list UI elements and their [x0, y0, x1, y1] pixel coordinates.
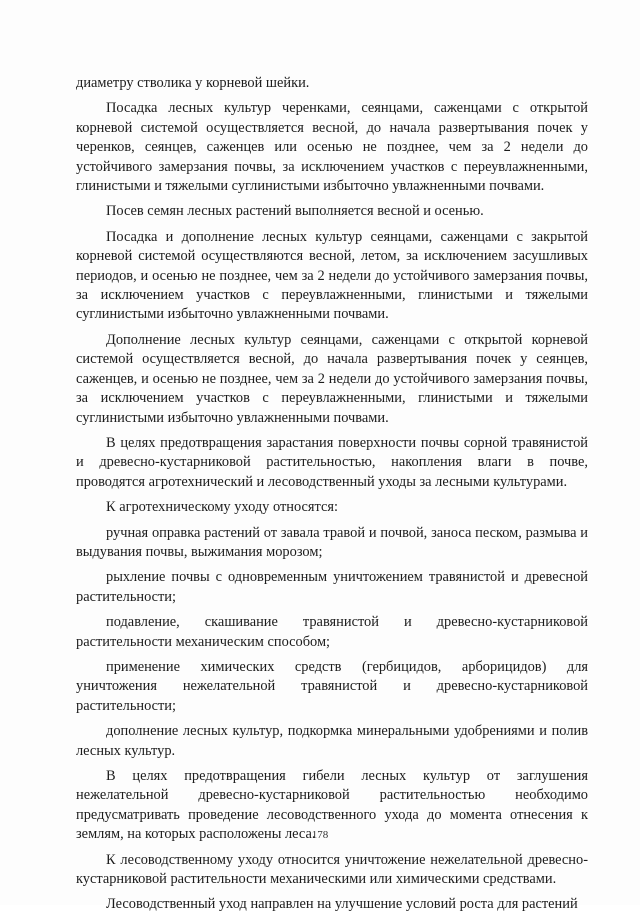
list-item: ручная оправка растений от завала травой и почвой, заноса песком, размыва и выдувания почвы, выжимания морозом;: [76, 524, 588, 560]
list-item: подавление, скашивание травянистой и древесно-кустарниковой растительности механическим способом;: [76, 614, 588, 650]
list-item: рыхление почвы с одновременным уничтожением травянистой и древесной растительности;: [76, 569, 588, 605]
body-text: [76, 74, 588, 915]
paragraph: В целях предотвращения гибели лесных культур от заглушения нежелательной древесно-кустарниковой растительностью необходимо предусматривать проведение лесоводственного ухода до момента отнесения к землям, на которых расположены леса.: [76, 768, 588, 843]
paragraph: диаметру стволика у корневой шейки.: [76, 75, 310, 91]
paragraph: Посев семян лесных растений выполняется весной и осенью.: [106, 203, 484, 220]
list-item: применение химических средств (гербицидов, арборицидов) для уничтожения нежелательной травянистой и древесно-кустарниковой растительности;: [76, 658, 588, 714]
page-number: 178: [311, 829, 329, 841]
paragraph: К лесоводственному уходу относится уничтожение нежелательной древесно-кустарниковой растительности механическими или химическими средствами.: [76, 851, 588, 888]
paragraph: Посадка и дополнение лесных культур сеянцами, саженцами с закрытой корневой системой осуществляются весной, летом, за исключением засушливых периодов, и осенью не позднее, чем за 2 недели до устойчивого замерзания почвы, за исключением участков с переувлажненными, глинистыми и тяжелыми суглинистыми избыточно увлажненными почвами.: [76, 228, 588, 323]
paragraph: Лесоводственный уход направлен на улучшение условий роста для растений: [106, 896, 578, 913]
paragraph: К агротехническому уходу относятся:: [106, 499, 338, 516]
paragraph: В целях предотвращения зарастания поверхности почвы сорной травянистой и древесно-кустарниковой растительностью, накопления влаги в почве, проводятся агротехнический и лесоводственный уходы за лесными культурами.: [76, 434, 588, 490]
list-item: дополнение лесных культур, подкормка минеральными удобрениями и полив лесных культур.: [76, 723, 588, 759]
paragraph: Дополнение лесных культур сеянцами, саженцами с открытой корневой системой осуществляется весной, до начала развертывания почек у сеянцев, саженцев, и осенью не позднее, чем за 2 недели до устойчивого замерзания почвы, за исключением участков с переувлажненными, глинистыми и тяжелыми суглинистыми избыточно увлажненными почвами.: [76, 331, 588, 426]
paragraph: Посадка лесных культур черенками, сеянцами, саженцами с открытой корневой системой осуществляется весной, до начала развертывания почек у черенков, сеянцев, саженцев или осенью не позднее, чем за 2 недели до устойчивого замерзания почвы, за исключением участков с переувлажненными, глинистыми и тяжелыми суглинистыми избыточно увлажненными почвами.: [76, 100, 588, 195]
